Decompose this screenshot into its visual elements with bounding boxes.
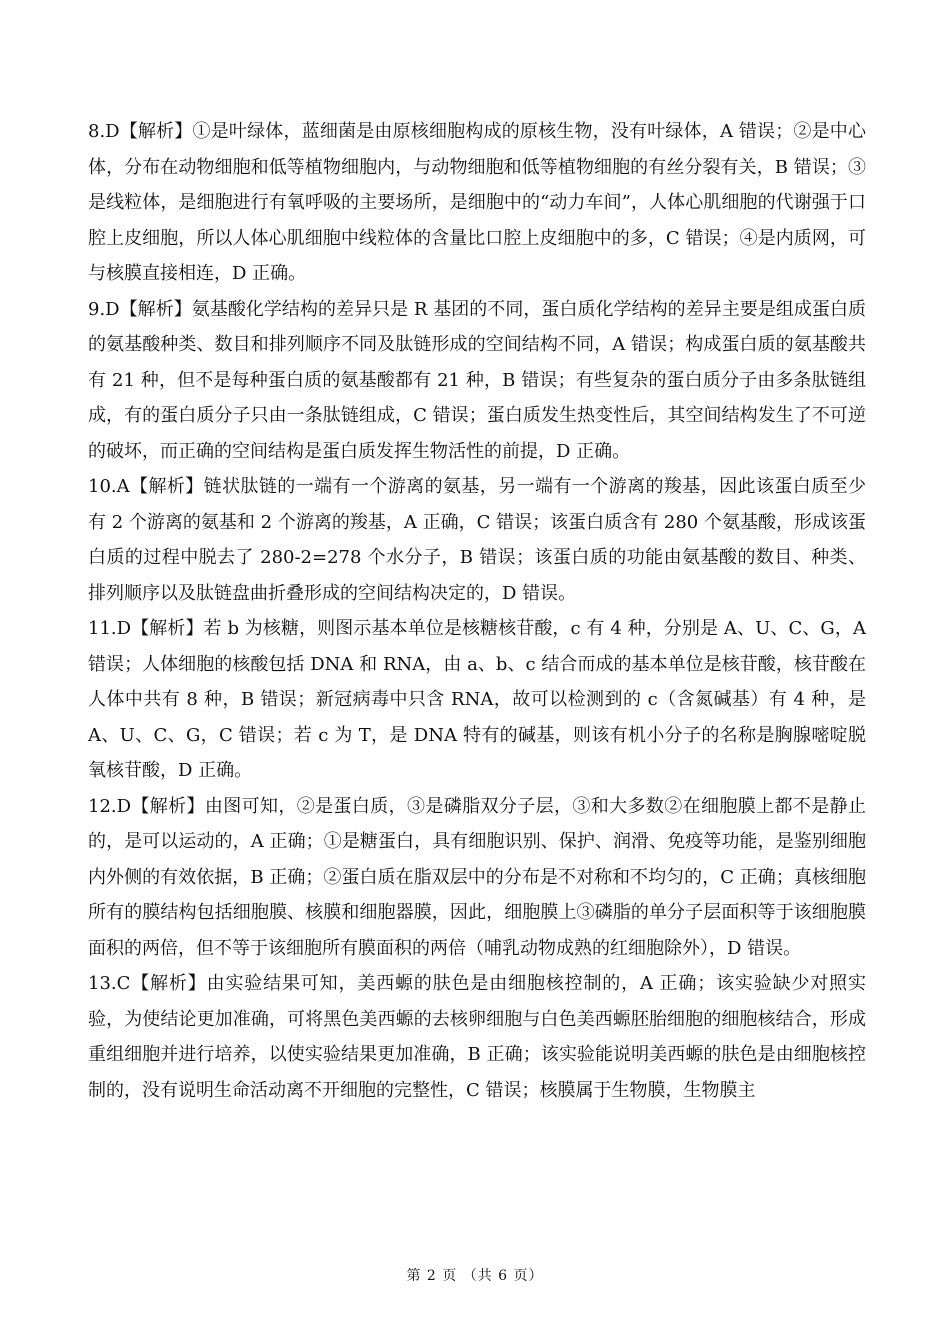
- answer-10: 10.A【解析】链状肽链的一端有一个游离的氨基，另一端有一个游离的羧基，因此该蛋白质至少有 2 个游离的氨基和 2 个游离的羧基，A 正确，C 错误；该蛋白质含有 280 个氨基酸，形成该蛋白质的过程中脱去了 280-2=278 个水分子，B 错误；该蛋白质的功能由氨基酸的数目、种类、排列顺序以及肽链盘曲折叠形成的空间结构决定的，D 错误。: [88, 476, 866, 604]
- answer-8: 8.D【解析】①是叶绿体，蓝细菌是由原核细胞构成的原核生物，没有叶绿体，A 错误；②是中心体，分布在动物细胞和低等植物细胞内，与动物细胞和低等植物细胞的有丝分裂有关，B 错误；③是线粒体，是细胞进行有氧呼吸的主要场所，是细胞中的“动力车间”，人体心肌细胞的代谢强于口腔上皮细胞，所以人体心肌细胞中线粒体的含量比口腔上皮细胞中的多，C 错误；④是内质网，可与核膜直接相连，D 正确。: [88, 121, 866, 284]
- answer-11: 11.D【解析】若 b 为核糖，则图示基本单位是核糖核苷酸，c 有 4 种，分别是 A、U、C、G，A 错误；人体细胞的核酸包括 DNA 和 RNA，由 a、b、c 结合而成的基本单位是核苷酸，核苷酸在人体中共有 8 种，B 错误；新冠病毒中只含 RNA，故可以检测到的 c（含氮碱基）有 4 种，是 A、U、C、G，C 错误；若 c 为 T，是 DNA 特有的碱基，则该有机小分子的名称是胸腺嘧啶脱氧核苷酸，D 正确。: [88, 618, 866, 781]
- page-number-footer: 第 2 页 （共 6 页）: [406, 1268, 544, 1284]
- answer-9: 9.D【解析】氨基酸化学结构的差异只是 R 基团的不同，蛋白质化学结构的差异主要是组成蛋白质的氨基酸种类、数目和排列顺序不同及肽链形成的空间结构不同，A 错误；构成蛋白质的氨基酸共有 21 种，但不是每种蛋白质的氨基酸都有 21 种，B 错误；有些复杂的蛋白质分子由多条肽链组成，有的蛋白质分子只由一条肽链组成，C 错误；蛋白质发生热变性后，其空间结构发生了不可逆的破坏，而正确的空间结构是蛋白质发挥生物活性的前提，D 正确。: [88, 298, 866, 462]
- document-body: [88, 114, 866, 1108]
- answer-13: 13.C【解析】由实验结果可知，美西螈的肤色是由细胞核控制的，A 正确；该实验缺少对照实验，为使结论更加准确，可将黑色美西螈的去核卵细胞与白色美西螈胚胎细胞的细胞核结合，形成重组细胞并进行培养，以使实验结果更加准确，B 正确；该实验能说明美西螈的肤色是由细胞核控制的，没有说明生命活动离不开细胞的完整性，C 错误；核膜属于生物膜，生物膜主: [88, 973, 866, 1101]
- answer-12: 12.D【解析】由图可知，②是蛋白质，③是磷脂双分子层，③和大多数②在细胞膜上都不是静止的，是可以运动的，A 正确；①是糖蛋白，具有细胞识别、保护、润滑、免疫等功能，是鉴别细胞内外侧的有效依据，B 正确；②蛋白质在脂双层中的分布是不对称和不均匀的，C 正确；真核细胞所有的膜结构包括细胞膜、核膜和细胞器膜，因此，细胞膜上③磷脂的单分子层面积等于该细胞膜面积的两倍，但不等于该细胞所有膜面积的两倍（哺乳动物成熟的红细胞除外），D 错误。: [88, 795, 866, 959]
